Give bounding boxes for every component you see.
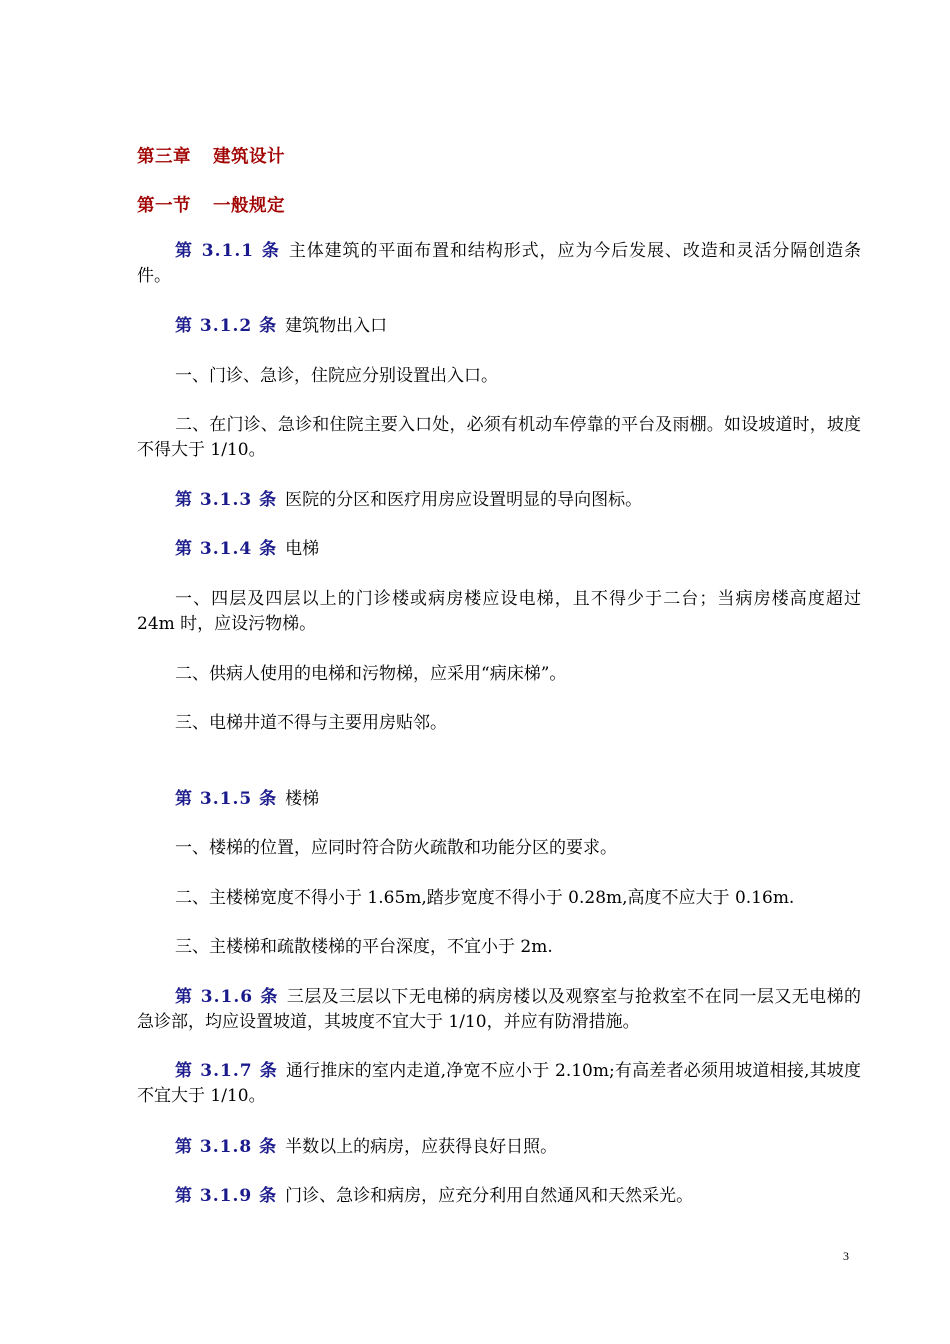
paragraph — [137, 711, 861, 736]
paragraph-text: 通行推床的室内走道,净宽不应小于 2.10m;有高差者必须用坡道相接,其坡度不宜大于 1/10。 — [137, 1061, 861, 1106]
article-number: 第 3.1.1 条 — [175, 241, 281, 261]
chapter-number: 第三章 — [137, 147, 191, 167]
paragraph — [137, 239, 861, 289]
article-number: 第 3.1.5 条 — [175, 789, 278, 809]
paragraph-text: 二、供病人使用的电梯和污物梯，应采用“病床梯”。 — [175, 664, 567, 684]
paragraph — [137, 836, 861, 861]
paragraph — [137, 1059, 861, 1109]
paragraph-text: 电梯 — [285, 539, 320, 559]
paragraph — [137, 886, 861, 911]
paragraph-text: 医院的分区和医疗用房应设置明显的导向图标。 — [285, 490, 643, 510]
paragraph — [137, 413, 861, 463]
paragraph — [137, 314, 861, 339]
paragraph — [137, 537, 861, 562]
paragraph-text: 三、主楼梯和疏散楼梯的平台深度，不宜小于 2m. — [175, 937, 553, 957]
paragraph — [137, 985, 861, 1035]
paragraph — [137, 1184, 861, 1209]
paragraph — [137, 935, 861, 960]
paragraph-text: 二、在门诊、急诊和住院主要入口处，必须有机动车停靠的平台及雨棚。如设坡道时，坡度不得大于 1/10。 — [137, 415, 861, 460]
paragraph-text: 一、四层及四层以上的门诊楼或病房楼应设电梯，且不得少于二台；当病房楼高度超过 24m 时，应设污物梯。 — [137, 589, 861, 634]
paragraph-text: 主体建筑的平面布置和结构形式，应为今后发展、改造和灵活分隔创造条件。 — [137, 241, 862, 286]
paragraph — [137, 364, 861, 389]
paragraph-text: 门诊、急诊和病房，应充分利用自然通风和天然采光。 — [285, 1186, 694, 1206]
paragraph — [137, 662, 861, 687]
article-number: 第 3.1.4 条 — [175, 539, 278, 559]
paragraph-text: 楼梯 — [285, 789, 320, 809]
paragraph-text: 半数以上的病房，应获得良好日照。 — [285, 1137, 558, 1157]
paragraph-text: 三、电梯井道不得与主要用房贴邻。 — [175, 713, 447, 733]
section-title: 一般规定 — [213, 196, 285, 216]
paragraph-text: 二、主楼梯宽度不得小于 1.65m,踏步宽度不得小于 0.28m,高度不应大于 0.16m. — [175, 888, 795, 908]
article-number: 第 3.1.9 条 — [175, 1186, 278, 1206]
paragraph — [137, 488, 861, 513]
article-number: 第 3.1.8 条 — [175, 1137, 278, 1157]
paragraph — [137, 787, 861, 812]
article-number: 第 3.1.3 条 — [175, 490, 278, 510]
article-number: 第 3.1.7 条 — [175, 1061, 278, 1081]
paragraph — [137, 1135, 861, 1160]
page-number: 3 — [843, 1249, 849, 1263]
paragraph-text: 建筑物出入口 — [285, 316, 388, 336]
paragraph — [137, 587, 861, 637]
paragraph-text: 一、楼梯的位置，应同时符合防火疏散和功能分区的要求。 — [175, 838, 617, 858]
section-number: 第一节 — [137, 196, 191, 216]
paragraph-text: 三层及三层以下无电梯的病房楼以及观察室与抢救室不在同一层又无电梯的急诊部，均应设置坡道，其坡度不宜大于 1/10，并应有防滑措施。 — [137, 987, 861, 1032]
article-number: 第 3.1.6 条 — [175, 987, 279, 1007]
paragraph-text: 一、门诊、急诊，住院应分别设置出入口。 — [175, 366, 498, 386]
chapter-heading — [137, 143, 285, 168]
section-heading — [137, 192, 285, 217]
chapter-title: 建筑设计 — [213, 147, 285, 167]
article-number: 第 3.1.2 条 — [175, 316, 278, 336]
